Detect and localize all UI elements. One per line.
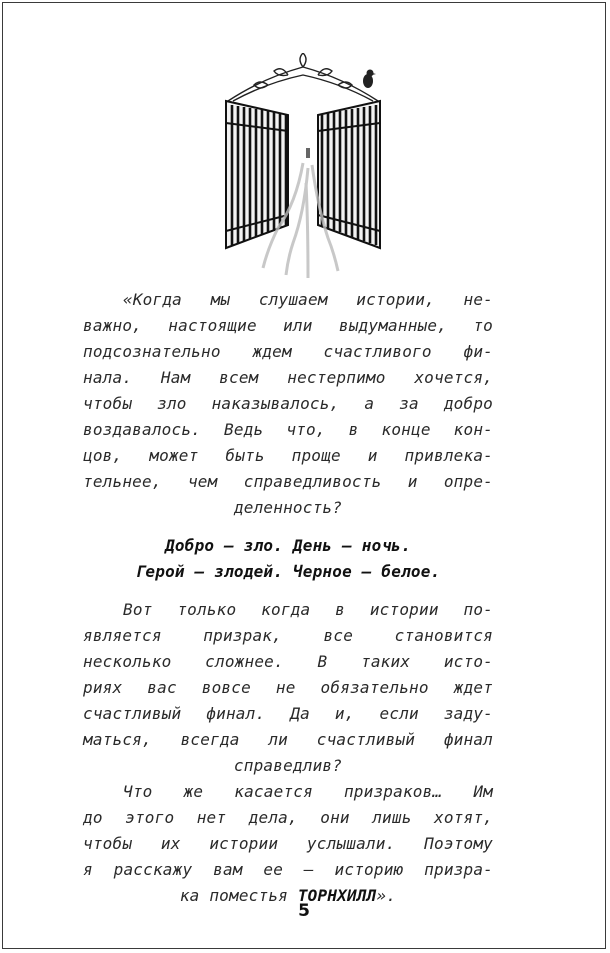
text-line: важно, настоящие или выдуманные, то [83, 316, 493, 335]
bold-line: Герой — злодей. Черное — белое. [135, 562, 441, 581]
paragraph-3 [83, 779, 493, 909]
paragraph-2 [83, 597, 493, 779]
text-line: тельнее, чем справедливость и опре- [83, 472, 493, 491]
gate-arch-ornament-icon [228, 53, 378, 101]
text-line: риях вас вовсе не обязательно ждет [83, 678, 493, 697]
text-line: до этого нет дела, они лишь хотят, [83, 808, 493, 827]
page-number: 5 [298, 901, 310, 921]
text-fragment: ка поместья [179, 886, 298, 905]
text-line: Что же касается призраков… Им [123, 782, 493, 801]
book-page [2, 2, 606, 949]
text-line: «Когда мы слушаем истории, не- [123, 290, 493, 309]
text-line: является призрак, все становится [83, 626, 493, 645]
right-gate-icon [318, 101, 380, 248]
text-line: подсознательно ждем счастливого фи- [83, 342, 493, 361]
quote-text [83, 287, 493, 909]
text-line: цов, может быть проще и привлека- [83, 446, 493, 465]
raven-icon [363, 70, 376, 89]
text-line: маться, всегда ли счастливый финал [83, 730, 493, 749]
text-line: Вот только когда в истории по- [123, 600, 493, 619]
bold-contrast-lines [83, 533, 493, 585]
text-fragment: ». [376, 886, 397, 905]
text-line: несколько сложнее. В таких исто- [83, 652, 493, 671]
text-line: чтобы зло наказывалось, а за добро [83, 394, 493, 413]
text-line: я расскажу вам ее — историю призра- [83, 860, 493, 879]
text-line: нала. Нам всем нестерпимо хочется, [83, 368, 493, 387]
text-line: воздавалось. Ведь что, в конце кон- [83, 420, 493, 439]
text-line: чтобы их истории услышали. Поэтому [83, 834, 493, 853]
text-line: справедлив? [233, 756, 343, 775]
iron-gates-illustration [208, 53, 398, 283]
door-latch-icon [306, 148, 310, 158]
bold-line: Добро — зло. День — ночь. [165, 536, 411, 555]
text-line: деленность? [233, 498, 343, 517]
estate-name: ТОРНХИЛЛ [297, 886, 377, 905]
text-line: счастливый финал. Да и, если заду- [83, 704, 493, 723]
paragraph-1 [83, 287, 493, 521]
